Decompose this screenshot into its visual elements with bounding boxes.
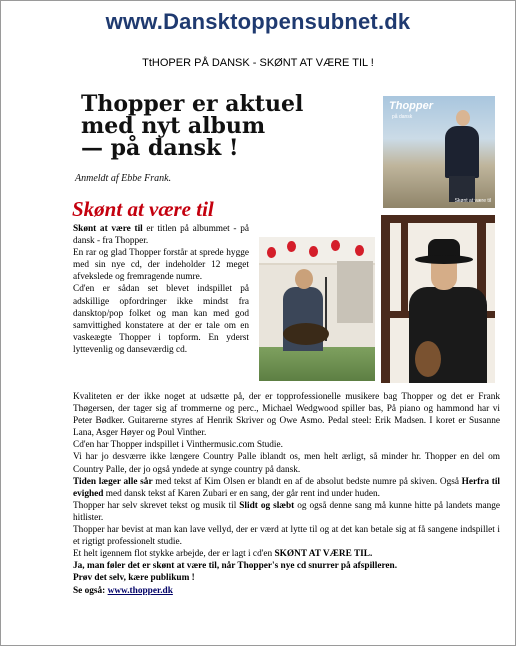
balloon [267, 247, 276, 258]
thopper-website-link[interactable]: www.thopper.dk [107, 585, 173, 596]
lead-paragraph-1 [73, 223, 249, 247]
body-paragraph-2: Cd'en har Thopper indspillet i Vinthermusic.com Studie. [73, 440, 283, 451]
body-paragraph-7 [73, 548, 500, 560]
body-paragraph-6: Thopper har bevist at man kan lave vellyd, der er værd at lytte til og at det kan betale sig at få sangene indspillet i et rigtigt professionelt studie. [73, 525, 500, 548]
site-title: www.Dansktoppensubnet.dk [105, 9, 411, 34]
song-title: Slidt og slæbt [239, 500, 295, 511]
album-cover-title: Thopper [389, 100, 433, 112]
singer-head [295, 269, 313, 289]
lead-intro-bold: Skønt at være til [73, 224, 143, 234]
lead-text [73, 223, 249, 356]
body-paragraph-3: Vi har jo desværre ikke længere Country Palle iblandt os, men helt ærligt, så minder hr. Thopper en del om Country Palle, der jo også yndede at synge country på dansk. [73, 452, 500, 475]
album-title-bold: SKØNT AT VÆRE TIL. [274, 549, 373, 560]
song-title: Herfra til evighed [73, 476, 500, 499]
guitar [283, 323, 329, 345]
headline-line-3: — på dansk ! [81, 135, 239, 161]
headline [81, 93, 381, 159]
section-title: Skønt at være til [72, 197, 214, 221]
article-body [73, 391, 500, 597]
page-subtitle: TtHOPER PÅ DANSK - SKØNT AT VÆRE TIL ! [142, 57, 374, 69]
body-text-run: med tekst af Kim Olsen er blandt en af de absolut bedste numre på skiven. Også [152, 476, 462, 487]
balloon [355, 245, 364, 256]
stage-curtain [337, 261, 373, 323]
lead-intro-rest: er titlen på albummet - på dansk - fra Thopper. [73, 224, 249, 247]
body-paragraph-4 [73, 476, 500, 500]
performer-face [431, 262, 457, 290]
closing-call: Prøv det selv, kære publikum ! [73, 573, 195, 584]
body-text-run: og også denne sang må kunne hitte på landets mange hitlister. [73, 500, 500, 523]
see-also-label: Se også: [73, 585, 108, 596]
body-text-run: med dansk tekst af Karen Zubari er en sang, der går rent ind under huden. [103, 488, 380, 499]
closing-line: Ja, man føler det er skønt at være til, når Thopper's nye cd snurrer på afspilleren. [73, 561, 398, 572]
guitar [415, 341, 441, 377]
balloon [309, 246, 318, 257]
lead-paragraph-2: En rar og glad Thopper forstår at sprede hygge med sin nye cd, der indeholder 12 meget afvekslede og fremragende numre. [73, 248, 249, 283]
body-paragraph-5 [73, 500, 500, 524]
concert-photo [259, 237, 375, 381]
album-cover-person-body [445, 126, 479, 178]
headline-line-1: Thopper er aktuel [81, 91, 304, 117]
body-paragraph-10 [73, 585, 500, 597]
body-paragraph-1: Kvaliteten er der ikke noget at udsætte på, der er topprofessionelle musikere bag Thopper og det er Frank Thøgersen, der tager sig af trommerne og perc., Michael Wedgwood spiller bas, På piano og hammond har vi Peter Bødker. Guitarerne styres af Henrik Skriver og Owe Asmo. Pedal steel: Erik Madsen. I koret er Susanne Lana, Asger Høyer og Poul Vinther. [73, 392, 500, 439]
album-cover-image [383, 96, 495, 208]
grass [259, 347, 375, 381]
timber-beam [381, 215, 390, 383]
body-paragraph-8 [73, 560, 500, 572]
song-title: Tiden læger alle sår [73, 476, 153, 487]
album-cover-subtitle: på dansk [392, 114, 413, 120]
album-cover-person-head [456, 110, 470, 126]
cowboy-portrait-photo [381, 215, 495, 383]
byline: Anmeldt af Ebbe Frank. [75, 173, 172, 184]
balloon [331, 240, 340, 251]
headline-line-2: med nyt album [81, 113, 266, 139]
body-text-run: Thopper har selv skrevet tekst og musik til [73, 500, 240, 511]
cowboy-hat-brim [415, 255, 473, 264]
body-paragraph-9 [73, 572, 500, 584]
body-text-run: Et helt igennem flot stykke arbejde, der er lagt i cd'en [73, 549, 275, 560]
lead-paragraph-3: Cd'en er sådan set blevet indspillet på adskillige opfordringer ikke mindst fra dansktop/pop folket og man kan med god samvittighed konstatere at der er tale om en vaskeægte Thopper i topform. En yderst lyttevenlig og danseværdig cd. [73, 284, 249, 355]
balloon [287, 241, 296, 252]
timber-beam [401, 223, 408, 311]
album-cover-footer: Skønt at være til [454, 198, 491, 204]
